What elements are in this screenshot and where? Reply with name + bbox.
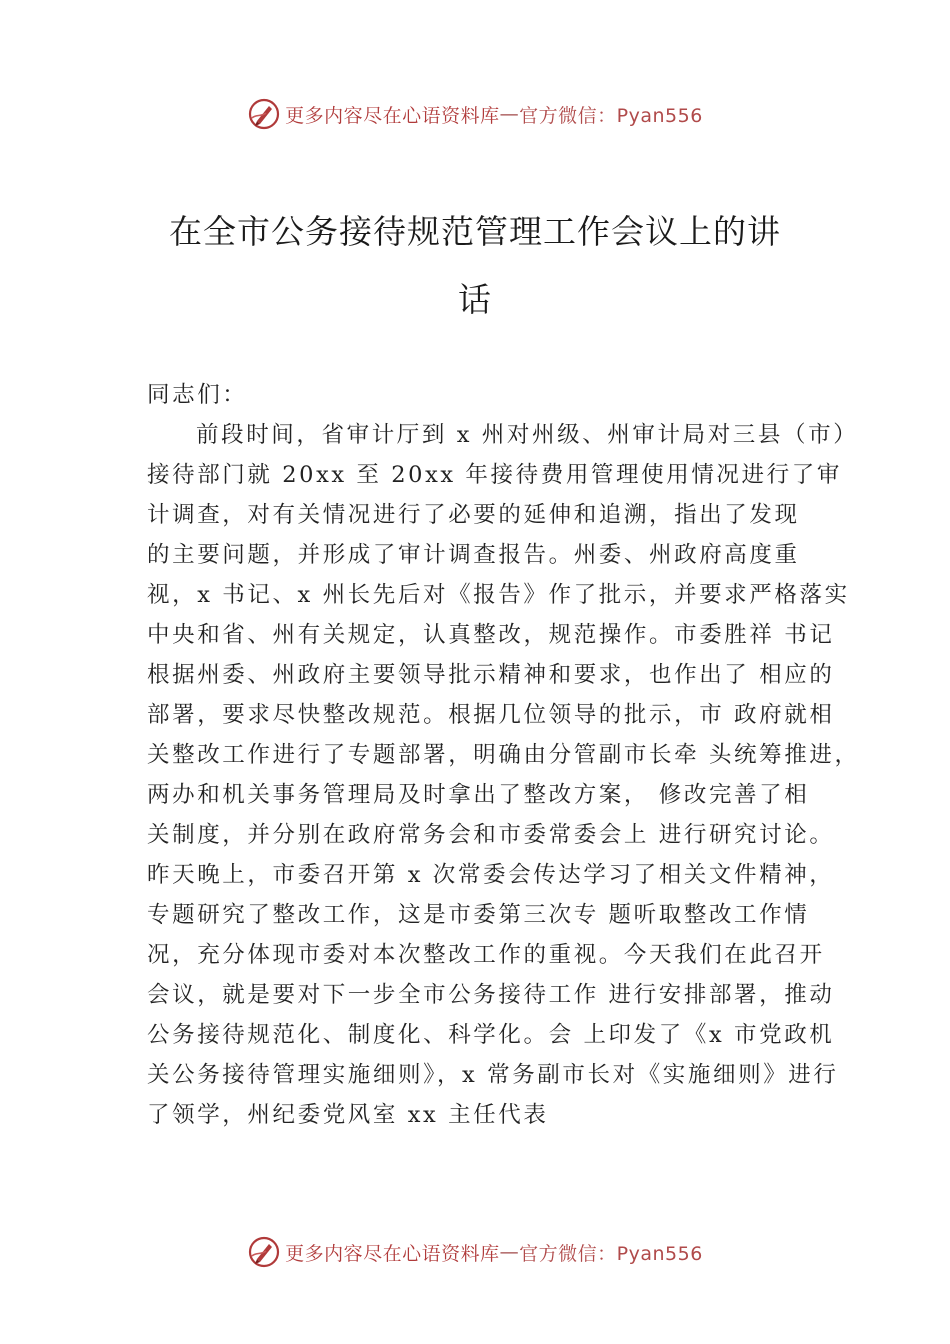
text-line: 会议，就是要对下一步全市公务接待工作 进行安排部署，推动 <box>147 982 835 1008</box>
footer-watermark-banner <box>0 1232 950 1272</box>
watermark-text: 更多内容尽在心语资料库 <box>285 104 500 127</box>
text-line: 部署，要求尽快整改规范。根据几位领导的批示，市 政府就相 <box>147 702 835 728</box>
text-line: 根据州委、州政府主要领导批示精神和要求，也作出了 相应的 <box>147 662 835 688</box>
text-line: 两办和机关事务管理局及时拿出了整改方案， 修改完善了相 <box>147 782 810 808</box>
watermark-dash: — <box>499 103 520 125</box>
text-line: 前段时间，省审计厅到 x 州对州级、州审计局对三县（市） <box>196 422 859 448</box>
watermark-contact: 官方微信：Pyan556 <box>519 1242 703 1265</box>
document-title-continuation: 话 <box>458 280 492 319</box>
watermark-text: 更多内容尽在心语资料库 <box>285 1242 500 1265</box>
salutation: 同志们： <box>147 382 248 408</box>
document-title: 在全市公务接待规范管理工作会议上的讲 <box>169 212 781 251</box>
text-line: 接待部门就 20xx 至 20xx 年接待费用管理使用情况进行了审 <box>147 462 842 488</box>
text-line: 视，x 书记、x 州长先后对《报告》作了批示，并要求严格落实 <box>147 582 850 608</box>
text-line: 昨天晚上，市委召开第 x 次常委会传达学习了相关文件精神， <box>147 862 835 888</box>
text-line: 关整改工作进行了专题部署，明确由分管副市长牵 头统筹推进， <box>147 742 860 768</box>
text-line: 的主要问题，并形成了审计调查报告。州委、州政府高度重 <box>147 542 800 568</box>
text-line: 公务接待规范化、制度化、科学化。会 上印发了《x 市党政机 <box>147 1022 835 1048</box>
text-line: 中央和省、州有关规定，认真整改，规范操作。市委胜祥 书记 <box>147 622 835 648</box>
text-line: 了领学，州纪委党风室 xx 主任代表 <box>147 1102 549 1128</box>
watermark-dash: — <box>499 1241 520 1263</box>
pen-logo-icon <box>247 1235 281 1269</box>
pen-logo-icon <box>247 97 281 131</box>
text-line: 况，充分体现市委对本次整改工作的重视。今天我们在此召开 <box>147 942 825 968</box>
watermark-contact: 官方微信：Pyan556 <box>519 104 703 127</box>
text-line: 关制度，并分别在政府常务会和市委常委会上 进行研究讨论。 <box>147 822 835 848</box>
header-watermark-banner <box>0 94 950 134</box>
body-paragraph <box>147 415 860 1135</box>
text-line: 专题研究了整改工作，这是市委第三次专 题听取整改工作情 <box>147 902 810 928</box>
text-line: 计调查，对有关情况进行了必要的延伸和追溯，指出了发现 <box>147 502 800 528</box>
text-line: 关公务接待管理实施细则》，x 常务副市长对《实施细则》进行 <box>147 1062 839 1088</box>
